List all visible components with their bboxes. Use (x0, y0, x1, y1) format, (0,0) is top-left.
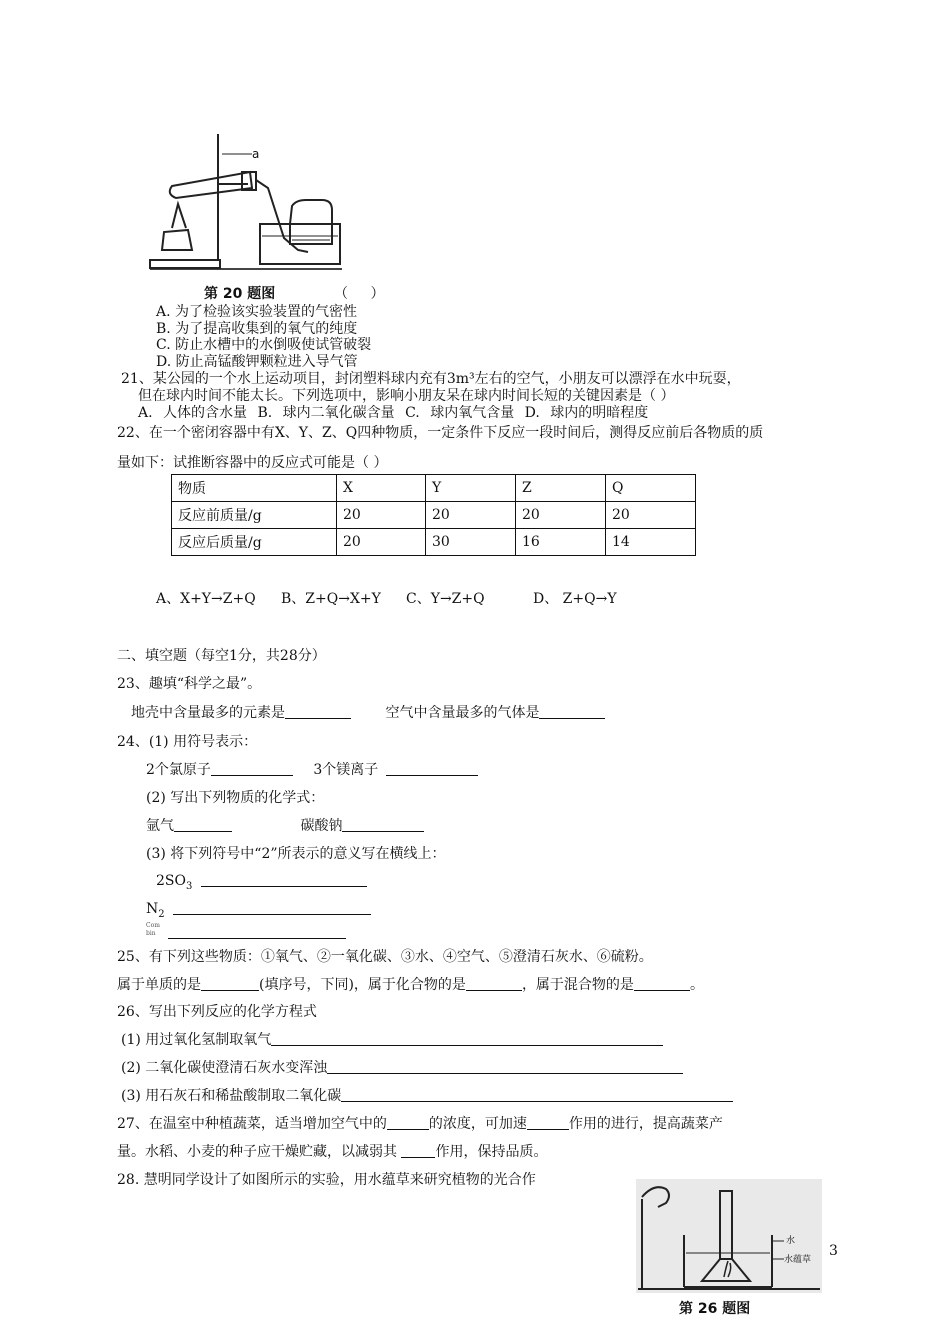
q27-line2 (117, 1141, 547, 1161)
q21-line1: 21、某公园的一个水上运动项目，封闭塑料球内充有3m³左右的空气，小朋友可以漂浮在水中玩耍， (121, 371, 741, 387)
q28-text: 28. 慧明同学设计了如图所示的实验，用水蕴草来研究植物的光合作 (117, 1172, 536, 1188)
q21-options: A. 人体的含水量 B. 球内二氧化碳含量 C. 球内氧气含量 D. 球内的明暗程度 (138, 405, 649, 421)
answer-blank[interactable] (539, 704, 605, 719)
q26-limewater: (2) 二氧化碳使澄清石灰水变浑浊 (121, 1060, 328, 1076)
answer-blank[interactable] (387, 1115, 429, 1130)
q21-line2: 但在球内时间不能太长。下列选项中，影响小朋友呆在球内时间长短的关键因素是（ ） (138, 388, 675, 404)
q24-symbol-so3-line (156, 872, 367, 892)
table-cell: 20 (337, 529, 426, 556)
answer-blank[interactable] (386, 761, 478, 776)
q25-line2 (117, 974, 704, 994)
q22-option-d: D、 Z+Q→Y (533, 591, 617, 607)
table-cell: 30 (426, 529, 516, 556)
q25-line1: 25、有下列这些物质：①氧气、②一氧化碳、③水、④空气、⑤澄清石灰水、⑥硫粉。 (117, 949, 653, 965)
table-header-cell: Q (606, 475, 696, 502)
table-row (172, 502, 696, 529)
q20-option-d: D. 防止高锰酸钾颗粒进入导气管 (156, 354, 358, 370)
q25-compounds: (填序号，下同)，属于化合物的是 (259, 977, 466, 993)
table-header-cell: X (337, 475, 426, 502)
q27-line2-a: 量。水稻、小麦的种子应干燥贮藏，以减弱其 (117, 1144, 402, 1160)
answer-blank[interactable] (168, 924, 346, 939)
table-cell: 20 (426, 502, 516, 529)
q22-line2: 量如下：试推断容器中的反应式可能是（ ） (117, 455, 388, 471)
table-header-cell: Y (426, 475, 516, 502)
q24-title2: (2) 写出下列物质的化学式： (146, 790, 325, 806)
q24-argon: 氩气 (146, 818, 174, 834)
q22-option-b: B、Z+Q→X+Y (281, 591, 381, 607)
answer-blank[interactable] (201, 976, 259, 991)
answer-blank[interactable] (342, 817, 424, 832)
q27-part-b: 的浓度，可加速 (428, 1116, 527, 1132)
answer-blank[interactable] (341, 1087, 733, 1102)
q26-limestone: (3) 用石灰石和稀盐酸制取二氧化碳 (121, 1088, 342, 1104)
table-header-row (172, 475, 696, 502)
answer-blank[interactable] (285, 704, 351, 719)
q24-part1-line (146, 759, 478, 779)
figure-26-plant-label: 水蕴草 (784, 1255, 812, 1265)
page-number: 3 (829, 1243, 838, 1259)
answer-blank[interactable] (327, 1059, 683, 1074)
q24-chlorine-atoms: 2个氯原子 (146, 762, 211, 778)
q26-title: 26、写出下列反应的化学方程式 (117, 1004, 317, 1020)
table-cell: 20 (337, 502, 426, 529)
q27-line1 (117, 1113, 723, 1133)
q27-part-a: 27、在温室中种植蔬菜，适当增加空气中的 (117, 1116, 387, 1132)
q24-sodium-carbonate: 碳酸钠 (300, 818, 343, 834)
table-cell: 14 (606, 529, 696, 556)
symbol-so3-subscript: 3 (185, 880, 193, 892)
symbol-so3: 2SO (156, 873, 186, 889)
q22-option-c: C、Y→Z+Q (406, 591, 485, 607)
q27-line2-b: 作用，保持品质。 (435, 1144, 548, 1160)
figure-20-apparatus (142, 128, 354, 276)
figure-26-water-label: 水 (786, 1236, 796, 1246)
table-row (172, 529, 696, 556)
table-header-cell: Z (516, 475, 606, 502)
q26-part2-line (121, 1057, 683, 1077)
answer-blank[interactable] (173, 900, 371, 915)
q26-hydrogen-peroxide: (1) 用过氧化氢制取氧气 (121, 1032, 272, 1048)
table-header-cell: 物质 (172, 475, 337, 502)
q27-part-c: 作用的进行，提高蔬菜产 (568, 1116, 723, 1132)
q23-part1: 地壳中含量最多的元素是 (131, 705, 285, 721)
answer-blank[interactable] (634, 976, 690, 991)
q20-option-c: C. 防止水槽中的水倒吸使试管破裂 (156, 337, 372, 353)
section-2-title: 二、填空题（每空1分，共28分） (117, 648, 326, 664)
q23-part2: 空气中含量最多的气体是 (385, 705, 540, 721)
q26-part1-line (121, 1029, 663, 1049)
table-cell: 反应前质量/g (172, 502, 337, 529)
q24-symbol-placeholder-top: Com (146, 922, 160, 929)
q23-title: 23、趣填“科学之最”。 (117, 676, 262, 692)
table-cell: 20 (606, 502, 696, 529)
symbol-n2: N (146, 901, 159, 917)
q24-magnesium-ions: 3个镁离子 (313, 762, 379, 778)
q25-end: 。 (689, 977, 704, 993)
table-cell: 20 (516, 502, 606, 529)
answer-blank[interactable] (527, 1115, 569, 1130)
q26-part3-line (121, 1085, 733, 1105)
table-cell: 16 (516, 529, 606, 556)
q20-option-b: B. 为了提高收集到的氧气的纯度 (156, 321, 358, 337)
q25-elements: 属于单质的是 (117, 977, 201, 993)
answer-blank[interactable] (174, 817, 232, 832)
q24-title3: (3) 将下列符号中“2”所表示的意义写在横线上： (146, 846, 446, 862)
symbol-n2-subscript: 2 (158, 908, 165, 920)
q20-option-a: A. 为了检验该实验装置的气密性 (156, 304, 358, 320)
q25-mixtures: ，属于混合物的是 (521, 977, 634, 993)
table-cell: 反应后质量/g (172, 529, 337, 556)
q24-part2-line (146, 815, 424, 835)
q22-line1: 22、在一个密闭容器中有X、Y、Z、Q四种物质，一定条件下反应一段时间后，测得反应前后各物质的质 (117, 425, 764, 441)
q24-title: 24、(1) 用符号表示： (117, 734, 258, 750)
figure-26-label: 第 26 题图 (679, 1301, 751, 1317)
q22-option-a: A、X+Y→Z+Q (156, 591, 256, 607)
answer-blank[interactable] (401, 1143, 435, 1158)
q24-symbol-placeholder-bottom: bin (146, 930, 156, 937)
q23-line (131, 702, 605, 722)
answer-blank[interactable] (466, 976, 522, 991)
answer-blank[interactable] (211, 761, 293, 776)
answer-blank[interactable] (271, 1031, 663, 1046)
figure-20-label: 第 20 题图 (204, 286, 276, 302)
q24-symbol-n2-line (146, 900, 371, 920)
mass-table (171, 474, 696, 556)
q20-answer-paren: （ ） (334, 286, 385, 302)
answer-blank[interactable] (201, 872, 367, 887)
figure-20-marker-a: a (252, 147, 260, 161)
